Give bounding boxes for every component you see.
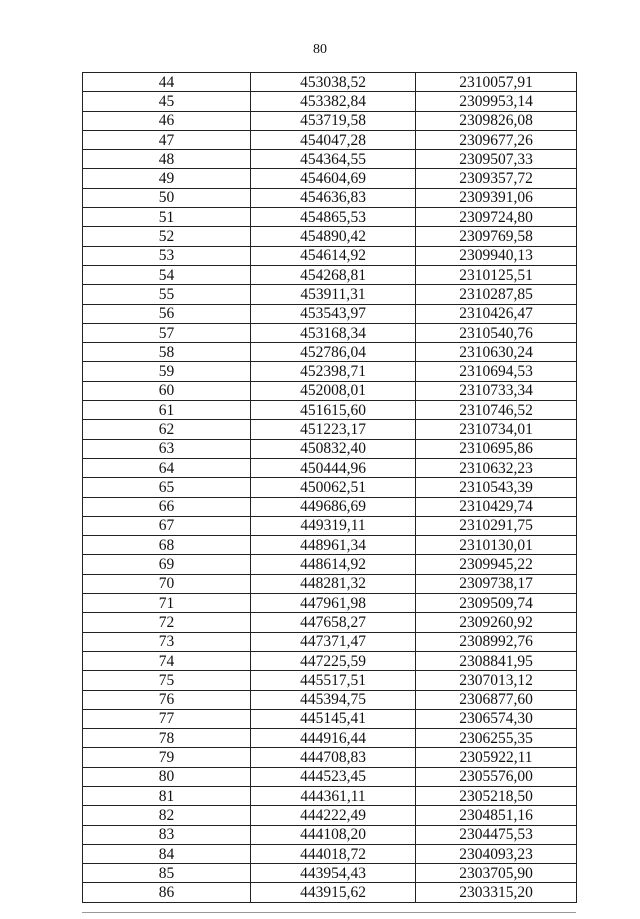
table-row (83, 786, 577, 805)
table-row (83, 304, 577, 323)
table-row (83, 265, 577, 284)
point-number-cell: 46 (83, 111, 251, 130)
y-coordinate-cell: 2310540,76 (416, 323, 577, 342)
y-coordinate-cell: 2310287,85 (416, 285, 577, 304)
y-coordinate-cell: 2309738,17 (416, 574, 577, 593)
y-coordinate-cell: 2310746,52 (416, 401, 577, 420)
coordinates-table (82, 72, 577, 903)
point-number-cell: 58 (83, 343, 251, 362)
point-number-cell: 85 (83, 864, 251, 883)
table-row (83, 343, 577, 362)
x-coordinate-cell: 444222,49 (251, 806, 416, 825)
y-coordinate-cell: 2306877,60 (416, 690, 577, 709)
table-row (83, 439, 577, 458)
point-number-cell: 71 (83, 594, 251, 613)
point-number-cell: 49 (83, 169, 251, 188)
x-coordinate-cell: 448614,92 (251, 555, 416, 574)
table-row (83, 381, 577, 400)
point-number-cell: 70 (83, 574, 251, 593)
y-coordinate-cell: 2309945,22 (416, 555, 577, 574)
x-coordinate-cell: 452398,71 (251, 362, 416, 381)
table-row (83, 285, 577, 304)
table-row (83, 651, 577, 670)
point-number-cell: 65 (83, 478, 251, 497)
x-coordinate-cell: 444018,72 (251, 844, 416, 863)
x-coordinate-cell: 447961,98 (251, 594, 416, 613)
table-row (83, 362, 577, 381)
y-coordinate-cell: 2305922,11 (416, 748, 577, 767)
point-number-cell: 68 (83, 536, 251, 555)
table-row (83, 111, 577, 130)
table-row (83, 594, 577, 613)
y-coordinate-cell: 2310125,51 (416, 265, 577, 284)
point-number-cell: 75 (83, 671, 251, 690)
x-coordinate-cell: 454614,92 (251, 246, 416, 265)
x-coordinate-cell: 447658,27 (251, 613, 416, 632)
table-row (83, 401, 577, 420)
table-row (83, 169, 577, 188)
x-coordinate-cell: 454604,69 (251, 169, 416, 188)
x-coordinate-cell: 453911,31 (251, 285, 416, 304)
x-coordinate-cell: 447371,47 (251, 632, 416, 651)
y-coordinate-cell: 2309677,26 (416, 130, 577, 149)
table-row (83, 709, 577, 728)
point-number-cell: 66 (83, 497, 251, 516)
point-number-cell: 67 (83, 516, 251, 535)
point-number-cell: 74 (83, 651, 251, 670)
x-coordinate-cell: 450832,40 (251, 439, 416, 458)
point-number-cell: 48 (83, 150, 251, 169)
x-coordinate-cell: 454636,83 (251, 188, 416, 207)
y-coordinate-cell: 2304475,53 (416, 825, 577, 844)
y-coordinate-cell: 2310695,86 (416, 439, 577, 458)
table-row (83, 748, 577, 767)
point-number-cell: 57 (83, 323, 251, 342)
x-coordinate-cell: 444361,11 (251, 786, 416, 805)
x-coordinate-cell: 453543,97 (251, 304, 416, 323)
point-number-cell: 72 (83, 613, 251, 632)
table-row (83, 458, 577, 477)
point-number-cell: 82 (83, 806, 251, 825)
page-bottom-rule (82, 912, 576, 913)
table-row (83, 613, 577, 632)
point-number-cell: 86 (83, 883, 251, 902)
y-coordinate-cell: 2310630,24 (416, 343, 577, 362)
x-coordinate-cell: 454047,28 (251, 130, 416, 149)
y-coordinate-cell: 2306255,35 (416, 729, 577, 748)
table-row (83, 555, 577, 574)
x-coordinate-cell: 453719,58 (251, 111, 416, 130)
x-coordinate-cell: 444916,44 (251, 729, 416, 748)
x-coordinate-cell: 453382,84 (251, 92, 416, 111)
x-coordinate-cell: 450062,51 (251, 478, 416, 497)
table-row (83, 323, 577, 342)
table-row (83, 574, 577, 593)
table-row (83, 208, 577, 227)
table-row (83, 92, 577, 111)
x-coordinate-cell: 451223,17 (251, 420, 416, 439)
table-row (83, 188, 577, 207)
table-row (83, 73, 577, 92)
table-row (83, 825, 577, 844)
y-coordinate-cell: 2309507,33 (416, 150, 577, 169)
x-coordinate-cell: 453038,52 (251, 73, 416, 92)
y-coordinate-cell: 2306574,30 (416, 709, 577, 728)
point-number-cell: 55 (83, 285, 251, 304)
point-number-cell: 44 (83, 73, 251, 92)
y-coordinate-cell: 2305576,00 (416, 767, 577, 786)
point-number-cell: 78 (83, 729, 251, 748)
coordinates-table-body (83, 73, 577, 903)
table-row (83, 130, 577, 149)
x-coordinate-cell: 447225,59 (251, 651, 416, 670)
point-number-cell: 47 (83, 130, 251, 149)
point-number-cell: 84 (83, 844, 251, 863)
table-row (83, 671, 577, 690)
x-coordinate-cell: 453168,34 (251, 323, 416, 342)
table-row (83, 227, 577, 246)
table-row (83, 478, 577, 497)
table-row (83, 844, 577, 863)
x-coordinate-cell: 443954,43 (251, 864, 416, 883)
y-coordinate-cell: 2304851,16 (416, 806, 577, 825)
point-number-cell: 52 (83, 227, 251, 246)
y-coordinate-cell: 2308992,76 (416, 632, 577, 651)
y-coordinate-cell: 2310291,75 (416, 516, 577, 535)
x-coordinate-cell: 444108,20 (251, 825, 416, 844)
y-coordinate-cell: 2309953,14 (416, 92, 577, 111)
point-number-cell: 62 (83, 420, 251, 439)
y-coordinate-cell: 2309391,06 (416, 188, 577, 207)
x-coordinate-cell: 452786,04 (251, 343, 416, 362)
y-coordinate-cell: 2309509,74 (416, 594, 577, 613)
x-coordinate-cell: 448961,34 (251, 536, 416, 555)
point-number-cell: 60 (83, 381, 251, 400)
y-coordinate-cell: 2303705,90 (416, 864, 577, 883)
point-number-cell: 69 (83, 555, 251, 574)
point-number-cell: 59 (83, 362, 251, 381)
y-coordinate-cell: 2310130,01 (416, 536, 577, 555)
y-coordinate-cell: 2304093,23 (416, 844, 577, 863)
point-number-cell: 50 (83, 188, 251, 207)
point-number-cell: 73 (83, 632, 251, 651)
table-row (83, 516, 577, 535)
y-coordinate-cell: 2310694,53 (416, 362, 577, 381)
point-number-cell: 61 (83, 401, 251, 420)
x-coordinate-cell: 443915,62 (251, 883, 416, 902)
y-coordinate-cell: 2310734,01 (416, 420, 577, 439)
table-row (83, 806, 577, 825)
x-coordinate-cell: 454890,42 (251, 227, 416, 246)
y-coordinate-cell: 2310543,39 (416, 478, 577, 497)
x-coordinate-cell: 452008,01 (251, 381, 416, 400)
y-coordinate-cell: 2310429,74 (416, 497, 577, 516)
point-number-cell: 45 (83, 92, 251, 111)
point-number-cell: 54 (83, 265, 251, 284)
y-coordinate-cell: 2303315,20 (416, 883, 577, 902)
x-coordinate-cell: 444708,83 (251, 748, 416, 767)
y-coordinate-cell: 2307013,12 (416, 671, 577, 690)
x-coordinate-cell: 450444,96 (251, 458, 416, 477)
y-coordinate-cell: 2309724,80 (416, 208, 577, 227)
point-number-cell: 53 (83, 246, 251, 265)
point-number-cell: 81 (83, 786, 251, 805)
x-coordinate-cell: 448281,32 (251, 574, 416, 593)
y-coordinate-cell: 2309769,58 (416, 227, 577, 246)
y-coordinate-cell: 2310057,91 (416, 73, 577, 92)
table-row (83, 729, 577, 748)
table-row (83, 497, 577, 516)
point-number-cell: 63 (83, 439, 251, 458)
x-coordinate-cell: 445517,51 (251, 671, 416, 690)
y-coordinate-cell: 2309826,08 (416, 111, 577, 130)
table-row (83, 883, 577, 902)
x-coordinate-cell: 444523,45 (251, 767, 416, 786)
point-number-cell: 83 (83, 825, 251, 844)
table-row (83, 420, 577, 439)
point-number-cell: 64 (83, 458, 251, 477)
table-row (83, 690, 577, 709)
y-coordinate-cell: 2309357,72 (416, 169, 577, 188)
point-number-cell: 77 (83, 709, 251, 728)
x-coordinate-cell: 445145,41 (251, 709, 416, 728)
x-coordinate-cell: 454865,53 (251, 208, 416, 227)
x-coordinate-cell: 449319,11 (251, 516, 416, 535)
table-row (83, 864, 577, 883)
x-coordinate-cell: 445394,75 (251, 690, 416, 709)
x-coordinate-cell: 454268,81 (251, 265, 416, 284)
y-coordinate-cell: 2310632,23 (416, 458, 577, 477)
table-row (83, 150, 577, 169)
y-coordinate-cell: 2310733,34 (416, 381, 577, 400)
y-coordinate-cell: 2310426,47 (416, 304, 577, 323)
table-row (83, 632, 577, 651)
y-coordinate-cell: 2308841,95 (416, 651, 577, 670)
y-coordinate-cell: 2309940,13 (416, 246, 577, 265)
point-number-cell: 76 (83, 690, 251, 709)
table-row (83, 246, 577, 265)
x-coordinate-cell: 449686,69 (251, 497, 416, 516)
point-number-cell: 79 (83, 748, 251, 767)
y-coordinate-cell: 2305218,50 (416, 786, 577, 805)
point-number-cell: 80 (83, 767, 251, 786)
page-number: 80 (313, 42, 327, 57)
table-row (83, 536, 577, 555)
point-number-cell: 56 (83, 304, 251, 323)
x-coordinate-cell: 454364,55 (251, 150, 416, 169)
point-number-cell: 51 (83, 208, 251, 227)
y-coordinate-cell: 2309260,92 (416, 613, 577, 632)
table-row (83, 767, 577, 786)
x-coordinate-cell: 451615,60 (251, 401, 416, 420)
